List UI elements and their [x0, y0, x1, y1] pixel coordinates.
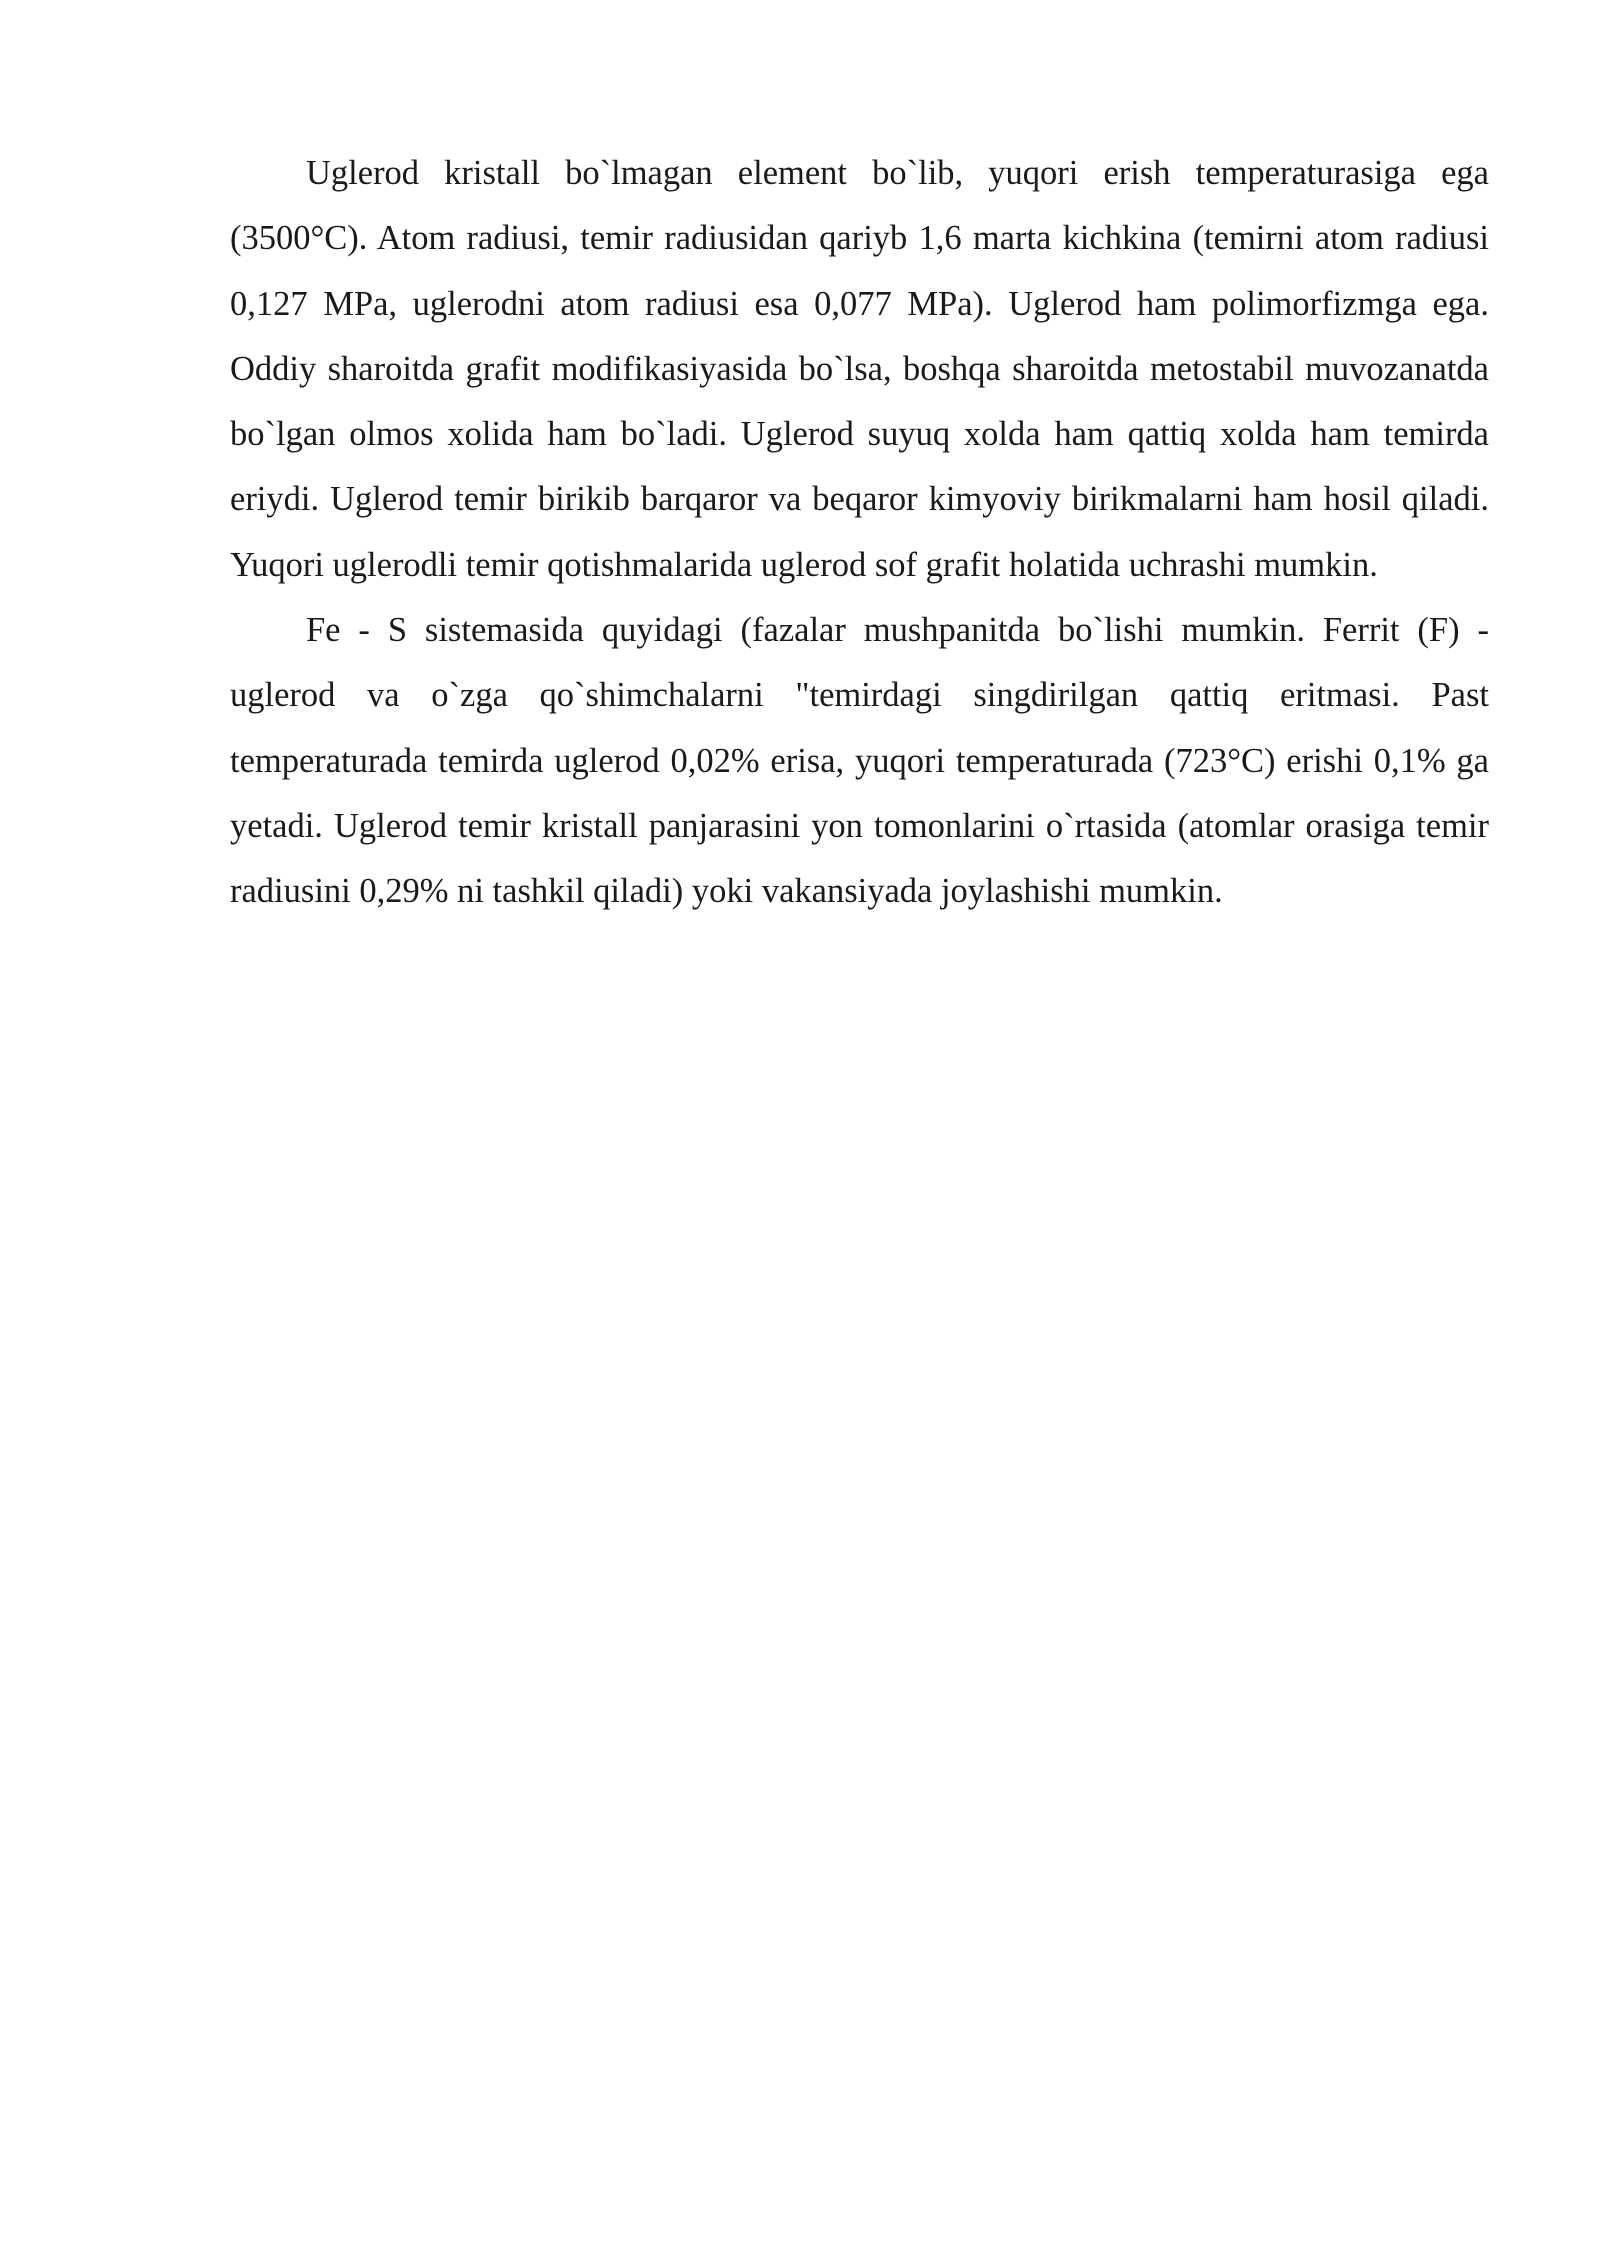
paragraph-fe-c-system: Fe - S sistemasida quyidagi (fazalar mushpanitda bo`lishi mumkin. Ferrit (F) - uglerod va o`zga qo`shimchalarni "temirdagi singdirilgan qattiq eritmasi. Past temperaturada temirda uglerod 0,02% erisa, yuqori temperaturada (723°C) erishi 0,1% ga yetadi. Uglerod temir kristall panjarasini yon tomonlarini o`rtasida (atomlar orasiga temir radiusini 0,29% ni tashkil qiladi) yoki vakansiyada joylashishi mumkin.: [230, 611, 1489, 911]
document-body: [230, 141, 1489, 925]
paragraph-carbon-properties: Uglerod kristall bo`lmagan element bo`lib, yuqori erish temperaturasiga ega (3500°C). Atom radiusi, temir radiusidan qariyb 1,6 marta kichkina (temirni atom radiusi 0,127 MPa, uglerodni atom radiusi esa 0,077 MPa). Uglerod ham polimorfizmga ega. Oddiy sharoitda grafit modifikasiyasida bo`lsa, boshqa sharoitda metostabil muvozanatda bo`lgan olmos xolida ham bo`ladi. Uglerod suyuq xolda ham qattiq xolda ham temirda eriydi. Uglerod temir birikib barqaror va beqaror kimyoviy birikmalarni ham hosil qiladi. Yuqori uglerodli temir qotishmalarida uglerod sof grafit holatida uchrashi mumkin.: [230, 154, 1489, 584]
